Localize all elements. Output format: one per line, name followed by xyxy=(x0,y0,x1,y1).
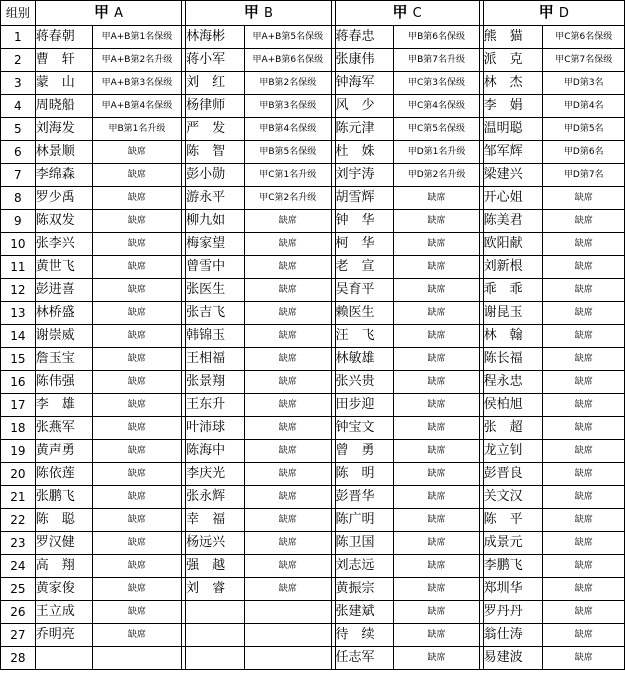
group-header-b xyxy=(186,1,331,26)
player-status: 缺席 xyxy=(394,371,479,394)
player-name: 陈卫国 xyxy=(335,532,394,555)
table-row xyxy=(1,601,625,624)
player-name: 林杰 xyxy=(483,72,543,95)
table-row xyxy=(1,187,625,210)
group-number: 8 xyxy=(1,187,36,210)
player-status: 缺席 xyxy=(244,578,331,601)
player-status: 甲C第1名升级 xyxy=(244,164,331,187)
player-name: 侯柏旭 xyxy=(483,394,543,417)
player-status: 甲C第7名保级 xyxy=(543,49,625,72)
table-row xyxy=(1,118,625,141)
player-name: 蒋小军 xyxy=(186,49,245,72)
table-row xyxy=(1,233,625,256)
player-name: 曹轩 xyxy=(35,49,92,72)
player-status: 缺席 xyxy=(543,371,625,394)
group-number: 6 xyxy=(1,141,36,164)
group-letter: B xyxy=(263,6,273,21)
group-letter: A xyxy=(114,6,123,21)
player-status: 甲B第1名升级 xyxy=(92,118,182,141)
player-status: 缺席 xyxy=(244,371,331,394)
group-letter: C xyxy=(412,6,422,21)
table-row xyxy=(1,486,625,509)
player-status: 缺席 xyxy=(92,302,182,325)
group-number: 28 xyxy=(1,647,36,670)
player-status: 缺席 xyxy=(394,394,479,417)
player-name: 龙立钊 xyxy=(483,440,543,463)
player-status: 缺席 xyxy=(92,210,182,233)
player-status: 缺席 xyxy=(543,578,625,601)
player-status: 缺席 xyxy=(244,440,331,463)
player-status: 缺席 xyxy=(394,256,479,279)
group-number: 13 xyxy=(1,302,36,325)
player-status: 缺席 xyxy=(92,578,182,601)
group-number: 26 xyxy=(1,601,36,624)
player-status: 缺席 xyxy=(244,417,331,440)
player-name: 老宣 xyxy=(335,256,394,279)
group-number: 16 xyxy=(1,371,36,394)
player-status: 缺席 xyxy=(543,417,625,440)
player-status: 缺席 xyxy=(244,210,331,233)
player-name: 欧阳献 xyxy=(483,233,543,256)
player-name xyxy=(35,647,92,670)
table-row xyxy=(1,440,625,463)
player-name: 黄振宗 xyxy=(335,578,394,601)
player-name: 杜姝 xyxy=(335,141,394,164)
player-name: 林翰 xyxy=(483,325,543,348)
player-status: 缺席 xyxy=(244,532,331,555)
group-number: 21 xyxy=(1,486,36,509)
player-status: 甲A+B第2名升级 xyxy=(92,49,182,72)
player-name: 张永辉 xyxy=(186,486,245,509)
player-name: 张康伟 xyxy=(335,49,394,72)
player-name: 张建斌 xyxy=(335,601,394,624)
group-number: 27 xyxy=(1,624,36,647)
player-name xyxy=(186,624,245,647)
player-name: 成景元 xyxy=(483,532,543,555)
player-status: 缺席 xyxy=(543,647,625,670)
player-name: 乔明亮 xyxy=(35,624,92,647)
player-name: 刘宇涛 xyxy=(335,164,394,187)
player-name: 刘海发 xyxy=(35,118,92,141)
player-status xyxy=(244,647,331,670)
table-row xyxy=(1,371,625,394)
player-status: 缺席 xyxy=(394,463,479,486)
player-name: 詹玉宝 xyxy=(35,348,92,371)
player-name: 派克 xyxy=(483,49,543,72)
player-status: 甲B第2名保级 xyxy=(244,72,331,95)
table-row xyxy=(1,95,625,118)
player-name: 陈依莲 xyxy=(35,463,92,486)
player-name: 高翔 xyxy=(35,555,92,578)
player-name: 强越 xyxy=(186,555,245,578)
group-number: 10 xyxy=(1,233,36,256)
player-status: 缺席 xyxy=(244,555,331,578)
player-status: 缺席 xyxy=(92,279,182,302)
player-status: 缺席 xyxy=(394,486,479,509)
player-name: 陈智 xyxy=(186,141,245,164)
player-name: 温明聪 xyxy=(483,118,543,141)
group-prefix: 甲 xyxy=(538,3,554,21)
player-name: 陈平 xyxy=(483,509,543,532)
player-name: 张吉飞 xyxy=(186,302,245,325)
player-name: 陈聪 xyxy=(35,509,92,532)
group-number: 7 xyxy=(1,164,36,187)
player-status: 缺席 xyxy=(92,624,182,647)
player-name: 陈海中 xyxy=(186,440,245,463)
player-name: 蒙山 xyxy=(35,72,92,95)
player-status: 缺席 xyxy=(394,325,479,348)
player-status: 甲D第5名 xyxy=(543,118,625,141)
player-status: 缺席 xyxy=(394,440,479,463)
player-status: 缺席 xyxy=(92,233,182,256)
player-status: 缺席 xyxy=(244,394,331,417)
player-status xyxy=(244,624,331,647)
player-status: 甲A+B第3名保级 xyxy=(92,72,182,95)
player-name: 易建波 xyxy=(483,647,543,670)
player-name: 胡雪辉 xyxy=(335,187,394,210)
player-status xyxy=(92,647,182,670)
player-name: 钟华 xyxy=(335,210,394,233)
player-name: 张景翔 xyxy=(186,371,245,394)
group-number: 23 xyxy=(1,532,36,555)
player-name: 郑圳华 xyxy=(483,578,543,601)
player-status: 甲D第2名升级 xyxy=(394,164,479,187)
player-name: 关文汉 xyxy=(483,486,543,509)
player-status: 甲C第4名保级 xyxy=(394,95,479,118)
player-name: 王相福 xyxy=(186,348,245,371)
group-header-d xyxy=(483,1,624,26)
player-status: 缺席 xyxy=(92,601,182,624)
player-name: 林桥盛 xyxy=(35,302,92,325)
player-status: 缺席 xyxy=(92,141,182,164)
player-status: 缺席 xyxy=(543,601,625,624)
table-row xyxy=(1,302,625,325)
player-status: 缺席 xyxy=(92,187,182,210)
player-name: 叶沛球 xyxy=(186,417,245,440)
player-status xyxy=(244,601,331,624)
player-name: 陈伟强 xyxy=(35,371,92,394)
group-number: 25 xyxy=(1,578,36,601)
player-status: 甲B第3名保级 xyxy=(244,95,331,118)
player-name: 陈元津 xyxy=(335,118,394,141)
player-name: 王东升 xyxy=(186,394,245,417)
player-name: 刘志远 xyxy=(335,555,394,578)
player-status: 缺席 xyxy=(92,532,182,555)
player-name: 严发 xyxy=(186,118,245,141)
group-number: 14 xyxy=(1,325,36,348)
group-number: 4 xyxy=(1,95,36,118)
player-status: 缺席 xyxy=(394,624,479,647)
player-status: 缺席 xyxy=(543,302,625,325)
player-status: 缺席 xyxy=(244,463,331,486)
table-row xyxy=(1,509,625,532)
table-row xyxy=(1,164,625,187)
player-name: 翁仕涛 xyxy=(483,624,543,647)
player-status: 缺席 xyxy=(92,256,182,279)
player-status: 缺席 xyxy=(394,417,479,440)
player-status: 缺席 xyxy=(244,279,331,302)
group-number: 1 xyxy=(1,26,36,49)
group-number: 11 xyxy=(1,256,36,279)
player-name: 林敏雄 xyxy=(335,348,394,371)
player-status: 缺席 xyxy=(394,647,479,670)
player-name: 陈明 xyxy=(335,463,394,486)
player-status: 缺席 xyxy=(244,256,331,279)
group-header-c xyxy=(335,1,479,26)
player-status: 缺席 xyxy=(92,440,182,463)
player-status: 缺席 xyxy=(394,302,479,325)
player-name: 柯华 xyxy=(335,233,394,256)
player-name: 刘新根 xyxy=(483,256,543,279)
table-row xyxy=(1,394,625,417)
group-column-header: 组别 xyxy=(1,1,36,26)
player-status: 甲D第3名 xyxy=(543,72,625,95)
group-prefix: 甲 xyxy=(93,3,109,21)
player-name: 程永忠 xyxy=(483,371,543,394)
player-status: 甲D第1名升级 xyxy=(394,141,479,164)
player-status: 缺席 xyxy=(543,210,625,233)
group-prefix: 甲 xyxy=(392,3,408,21)
player-name: 幸福 xyxy=(186,509,245,532)
table-row xyxy=(1,578,625,601)
player-name: 黄声勇 xyxy=(35,440,92,463)
player-name: 罗少禹 xyxy=(35,187,92,210)
player-status: 缺席 xyxy=(244,348,331,371)
player-status: 甲C第6名保级 xyxy=(543,26,625,49)
player-status: 缺席 xyxy=(543,509,625,532)
player-status: 缺席 xyxy=(244,486,331,509)
table-row xyxy=(1,532,625,555)
player-status: 缺席 xyxy=(543,555,625,578)
player-name: 钟宝文 xyxy=(335,417,394,440)
player-status: 甲D第6名 xyxy=(543,141,625,164)
player-status: 缺席 xyxy=(92,555,182,578)
player-status: 缺席 xyxy=(92,164,182,187)
player-name: 柳九如 xyxy=(186,210,245,233)
player-status: 甲B第4名保级 xyxy=(244,118,331,141)
table-row xyxy=(1,26,625,49)
player-name: 刘红 xyxy=(186,72,245,95)
player-status: 缺席 xyxy=(543,233,625,256)
player-name: 乖乖 xyxy=(483,279,543,302)
player-name: 林海彬 xyxy=(186,26,245,49)
player-status: 缺席 xyxy=(394,279,479,302)
table-row xyxy=(1,417,625,440)
player-name: 汪飞 xyxy=(335,325,394,348)
table-row xyxy=(1,463,625,486)
player-status: 甲C第2名升级 xyxy=(244,187,331,210)
player-status: 甲D第4名 xyxy=(543,95,625,118)
player-name: 刘睿 xyxy=(186,578,245,601)
player-name: 开心姐 xyxy=(483,187,543,210)
player-status: 甲A+B第4名保级 xyxy=(92,95,182,118)
player-status: 甲C第3名保级 xyxy=(394,72,479,95)
player-name: 张燕军 xyxy=(35,417,92,440)
player-name: 罗汉健 xyxy=(35,532,92,555)
table-row xyxy=(1,555,625,578)
group-number: 3 xyxy=(1,72,36,95)
group-number: 22 xyxy=(1,509,36,532)
player-status: 缺席 xyxy=(543,187,625,210)
player-status: 缺席 xyxy=(92,463,182,486)
player-status: 甲A+B第5名保级 xyxy=(244,26,331,49)
player-name: 赖医生 xyxy=(335,302,394,325)
player-name: 陈广明 xyxy=(335,509,394,532)
player-status: 缺席 xyxy=(394,601,479,624)
group-number: 5 xyxy=(1,118,36,141)
player-status: 缺席 xyxy=(394,348,479,371)
player-status: 缺席 xyxy=(394,509,479,532)
roster-body xyxy=(1,26,625,670)
player-name: 黄世飞 xyxy=(35,256,92,279)
player-name: 梁建兴 xyxy=(483,164,543,187)
player-name: 蒋春朝 xyxy=(35,26,92,49)
group-number: 17 xyxy=(1,394,36,417)
player-name: 吴育平 xyxy=(335,279,394,302)
player-status: 甲B第6名保级 xyxy=(394,26,479,49)
player-name xyxy=(186,601,245,624)
player-status: 缺席 xyxy=(394,233,479,256)
group-number: 19 xyxy=(1,440,36,463)
group-number: 24 xyxy=(1,555,36,578)
player-status: 缺席 xyxy=(543,486,625,509)
player-name: 韩锦玉 xyxy=(186,325,245,348)
player-status: 缺席 xyxy=(244,325,331,348)
player-status: 甲A+B第6名保级 xyxy=(244,49,331,72)
table-row xyxy=(1,325,625,348)
player-name: 杨律师 xyxy=(186,95,245,118)
table-row xyxy=(1,256,625,279)
player-name: 李庆光 xyxy=(186,463,245,486)
table-row xyxy=(1,348,625,371)
player-status: 缺席 xyxy=(92,394,182,417)
player-status: 甲A+B第1名保级 xyxy=(92,26,182,49)
player-status: 缺席 xyxy=(244,233,331,256)
player-status: 缺席 xyxy=(543,394,625,417)
group-number: 18 xyxy=(1,417,36,440)
player-status: 缺席 xyxy=(543,532,625,555)
player-status: 甲B第5名保级 xyxy=(244,141,331,164)
player-name: 张鹏飞 xyxy=(35,486,92,509)
player-status: 缺席 xyxy=(92,325,182,348)
player-status: 缺席 xyxy=(543,279,625,302)
player-name: 陈长福 xyxy=(483,348,543,371)
player-name: 彭进喜 xyxy=(35,279,92,302)
player-status: 缺席 xyxy=(543,348,625,371)
player-name: 张李兴 xyxy=(35,233,92,256)
header-row xyxy=(1,1,625,26)
player-status: 缺席 xyxy=(244,302,331,325)
player-status: 甲C第5名保级 xyxy=(394,118,479,141)
player-name: 周晓船 xyxy=(35,95,92,118)
group-number: 2 xyxy=(1,49,36,72)
player-status: 缺席 xyxy=(394,532,479,555)
player-name: 杨远兴 xyxy=(186,532,245,555)
table-row xyxy=(1,210,625,233)
player-name: 张医生 xyxy=(186,279,245,302)
player-status: 甲B第7名升级 xyxy=(394,49,479,72)
group-number: 12 xyxy=(1,279,36,302)
group-header-a xyxy=(35,1,181,26)
group-number: 9 xyxy=(1,210,36,233)
table-row xyxy=(1,72,625,95)
table-row xyxy=(1,624,625,647)
player-status: 缺席 xyxy=(543,256,625,279)
player-name: 张超 xyxy=(483,417,543,440)
player-name: 李绵森 xyxy=(35,164,92,187)
player-name: 钟海军 xyxy=(335,72,394,95)
player-name: 梅家望 xyxy=(186,233,245,256)
player-status: 缺席 xyxy=(543,325,625,348)
player-name: 李鹏飞 xyxy=(483,555,543,578)
player-name: 陈美君 xyxy=(483,210,543,233)
player-name: 蒋春忠 xyxy=(335,26,394,49)
group-prefix: 甲 xyxy=(243,3,259,21)
group-letter: D xyxy=(558,6,569,21)
player-status: 缺席 xyxy=(92,371,182,394)
table-row xyxy=(1,141,625,164)
group-number: 15 xyxy=(1,348,36,371)
player-name: 邹军辉 xyxy=(483,141,543,164)
player-status: 缺席 xyxy=(394,210,479,233)
player-name: 罗丹丹 xyxy=(483,601,543,624)
player-name: 王立成 xyxy=(35,601,92,624)
player-status: 缺席 xyxy=(394,187,479,210)
table-row xyxy=(1,49,625,72)
group-number: 20 xyxy=(1,463,36,486)
player-name: 待续 xyxy=(335,624,394,647)
player-status: 缺席 xyxy=(244,509,331,532)
player-name: 林景顺 xyxy=(35,141,92,164)
player-name: 游永平 xyxy=(186,187,245,210)
player-status: 缺席 xyxy=(92,509,182,532)
player-name: 彭小勋 xyxy=(186,164,245,187)
player-name: 曾勇 xyxy=(335,440,394,463)
player-name: 彭晋华 xyxy=(335,486,394,509)
player-name: 李娟 xyxy=(483,95,543,118)
player-name: 李雄 xyxy=(35,394,92,417)
player-name: 彭晋良 xyxy=(483,463,543,486)
player-name: 任志军 xyxy=(335,647,394,670)
player-status: 缺席 xyxy=(394,578,479,601)
player-name: 曾雪中 xyxy=(186,256,245,279)
table-row xyxy=(1,279,625,302)
player-name: 谢崇威 xyxy=(35,325,92,348)
player-status: 缺席 xyxy=(92,486,182,509)
player-status: 缺席 xyxy=(92,417,182,440)
player-name: 黄家俊 xyxy=(35,578,92,601)
player-name: 谢昆玉 xyxy=(483,302,543,325)
player-status: 缺席 xyxy=(543,463,625,486)
player-status: 缺席 xyxy=(543,440,625,463)
player-status: 缺席 xyxy=(543,624,625,647)
player-name: 田步迎 xyxy=(335,394,394,417)
player-name: 风少 xyxy=(335,95,394,118)
player-status: 甲D第7名 xyxy=(543,164,625,187)
player-status: 缺席 xyxy=(92,348,182,371)
player-name xyxy=(186,647,245,670)
table-row xyxy=(1,647,625,670)
player-status: 缺席 xyxy=(394,555,479,578)
player-name: 陈双发 xyxy=(35,210,92,233)
player-name: 熊猫 xyxy=(483,26,543,49)
player-name: 张兴贵 xyxy=(335,371,394,394)
